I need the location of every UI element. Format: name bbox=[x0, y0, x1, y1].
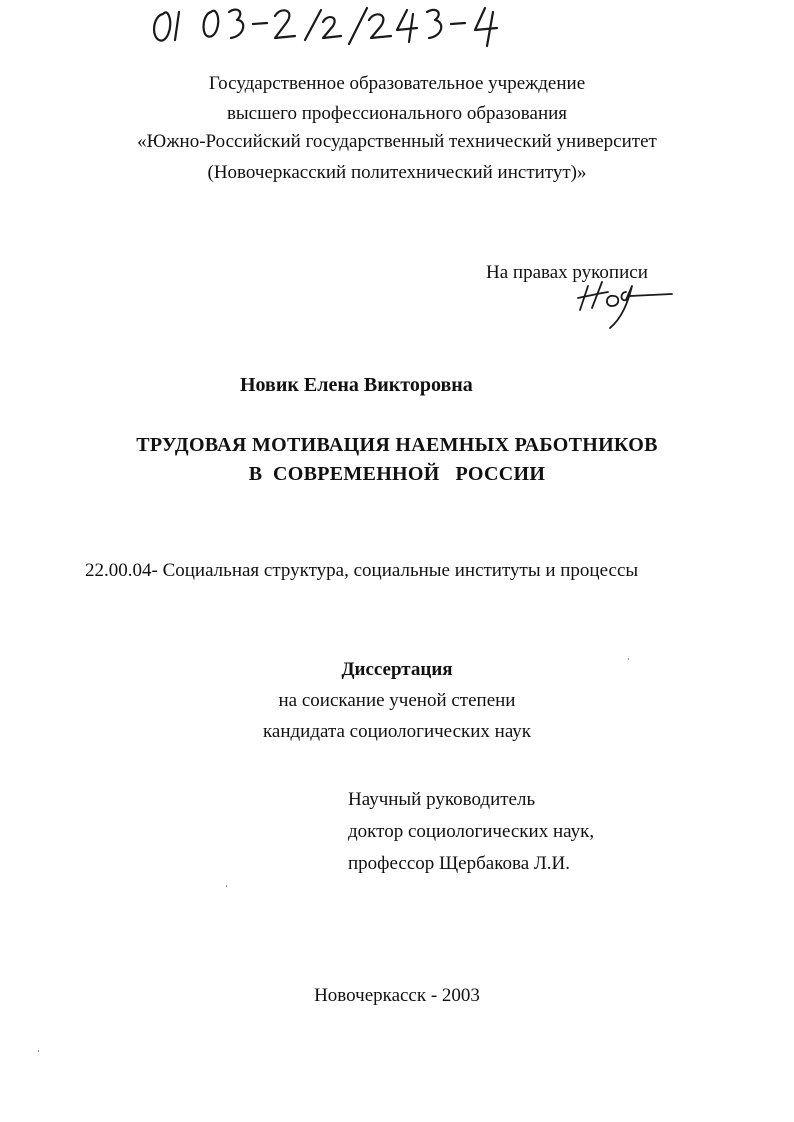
specialty-code: 22.00.04- Социальная структура, социальные институты и процессы bbox=[85, 560, 639, 581]
dissertation-line-3: кандидата социологических наук bbox=[262, 721, 532, 742]
dissertation-line-2: на соискание ученой степени bbox=[278, 690, 516, 711]
title-line-1: ТРУДОВАЯ МОТИВАЦИЯ НАЕМНЫХ РАБОТНИКОВ bbox=[136, 434, 658, 456]
signature bbox=[574, 272, 674, 332]
author-name: Новик Елена Викторовна bbox=[240, 374, 473, 396]
title-line-2: В СОВРЕМЕННОЙ РОССИИ bbox=[248, 463, 546, 485]
org-line-1: Государственное образовательное учреждение bbox=[208, 73, 586, 94]
org-line-2: высшего профессионального образования bbox=[226, 103, 568, 124]
scan-speck bbox=[628, 658, 629, 660]
org-line-4: (Новочеркасский политехнический институт)» bbox=[207, 162, 587, 183]
manuscript-note: На правах рукописи bbox=[486, 262, 648, 283]
handwritten-code bbox=[145, 0, 545, 58]
advisor-line-3: профессор Щербакова Л.И. bbox=[348, 853, 570, 874]
scan-speck bbox=[38, 1050, 39, 1052]
dissertation-heading: Диссертация bbox=[341, 659, 453, 680]
advisor-line-2: доктор социологических наук, bbox=[348, 821, 595, 842]
city-year: Новочеркасск - 2003 bbox=[314, 985, 480, 1006]
scan-speck bbox=[226, 885, 227, 887]
org-line-3: «Южно-Российский государственный технический университет bbox=[137, 131, 657, 152]
advisor-line-1: Научный руководитель bbox=[348, 789, 536, 810]
